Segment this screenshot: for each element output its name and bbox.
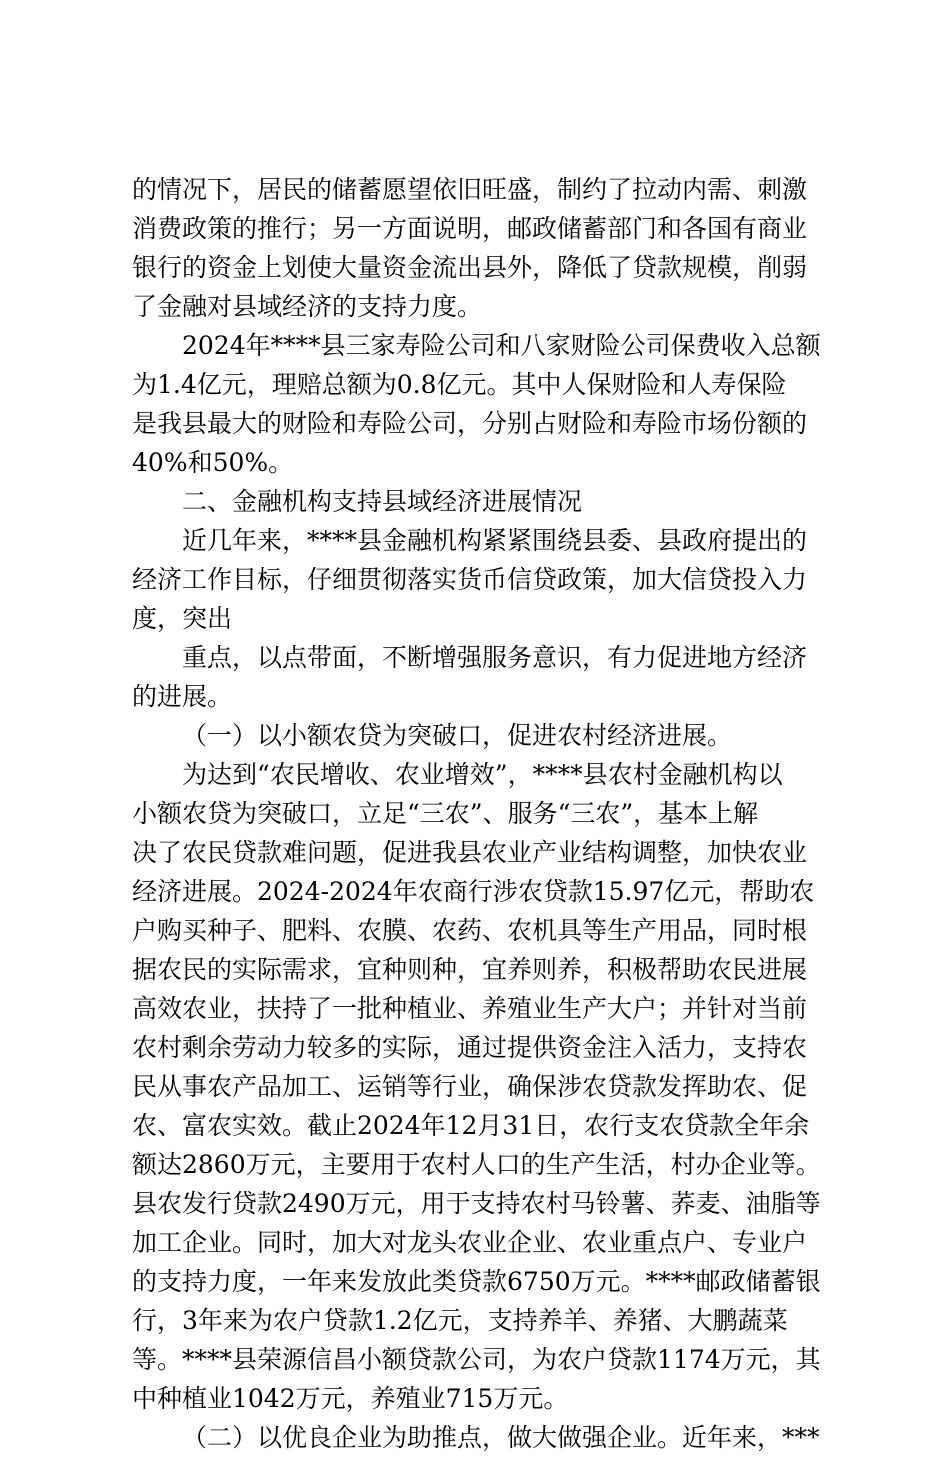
- text-line: 二、金融机构支持县域经济进展情况: [182, 487, 583, 516]
- text-line: 决了农民贷款难问题，促进我县农业产业结构调整，加快农业: [132, 838, 808, 867]
- text-line: 了金融对县域经济的支持力度。: [132, 292, 483, 321]
- document-body: [132, 170, 822, 1457]
- text-line: 等。****县荣源信昌小额贷款公司，为农户贷款1174万元，其: [132, 1345, 821, 1374]
- text-line: （一）以小额农贷为突破口，促进农村经济进展。: [182, 721, 733, 750]
- text-line: 消费政策的推行；另一方面说明，邮政储蓄部门和各国有商业: [132, 214, 808, 243]
- text-line: 县农发行贷款2490万元，用于支持农村马铃薯、荞麦、油脂等: [132, 1189, 821, 1218]
- text-line: 为达到“农民增收、农业增效”，****县农村金融机构以: [182, 760, 783, 789]
- text-line: 中种植业1042万元，养殖业715万元。: [132, 1384, 569, 1413]
- text-line: 的支持力度，一年来发放此类贷款6750万元。****邮政储蓄银: [132, 1267, 821, 1296]
- text-line: 的进展。: [132, 682, 233, 711]
- text-line: 据农民的实际需求，宜种则种，宜养则养，积极帮助农民进展: [132, 955, 808, 984]
- text-line: 额达2860万元，主要用于农村人口的生产生活，村办企业等。: [132, 1150, 821, 1179]
- text-line: 度，突出: [132, 604, 233, 633]
- text-line: 重点，以点带面，不断增强服务意识，有力促进地方经济: [182, 643, 808, 672]
- text-line: 银行的资金上划使大量资金流出县外，降低了贷款规模，削弱: [132, 253, 808, 282]
- text-line: 加工企业。同时，加大对龙头农业企业、农业重点户、专业户: [132, 1228, 808, 1257]
- text-line: 农、富农实效。截止2024年12月31日，农行支农贷款全年余: [132, 1111, 810, 1140]
- text-line: （二）以优良企业为助推点，做大做强企业。近年来，***: [182, 1423, 820, 1452]
- text-line: 小额农贷为突破口，立足“三农”、服务“三农”，基本上解: [132, 799, 759, 828]
- text-line: 的情况下，居民的储蓄愿望依旧旺盛，制约了拉动内需、刺激: [132, 175, 808, 204]
- text-line: 经济进展。2024-2024年农商行涉农贷款15.97亿元，帮助农: [132, 877, 815, 906]
- text-line: 为1.4亿元，理赔总额为0.8亿元。其中人保财险和人寿保险: [132, 370, 787, 399]
- text-line: 2024年****县三家寿险公司和八家财险公司保费收入总额: [182, 331, 821, 360]
- text-line: 40%和50%。: [132, 448, 294, 477]
- text-line: 农村剩余劳动力较多的实际，通过提供资金注入活力，支持农: [132, 1033, 808, 1062]
- text-line: 经济工作目标，仔细贯彻落实货币信贷政策，加大信贷投入力: [132, 565, 808, 594]
- text-line: 户购买种子、肥料、农膜、农药、农机具等生产用品，同时根: [132, 916, 808, 945]
- text-line: 是我县最大的财险和寿险公司，分别占财险和寿险市场份额的: [132, 409, 808, 438]
- text-line: 近几年来，****县金融机构紧紧围绕县委、县政府提出的: [182, 526, 808, 555]
- text-line: 民从事农产品加工、运销等行业，确保涉农贷款发挥助农、促: [132, 1072, 808, 1101]
- text-line: 高效农业，扶持了一批种植业、养殖业生产大户；并针对当前: [132, 994, 808, 1023]
- text-line: 行，3年来为农户贷款1.2亿元，支持养羊、养猪、大鹏蔬菜: [132, 1306, 788, 1335]
